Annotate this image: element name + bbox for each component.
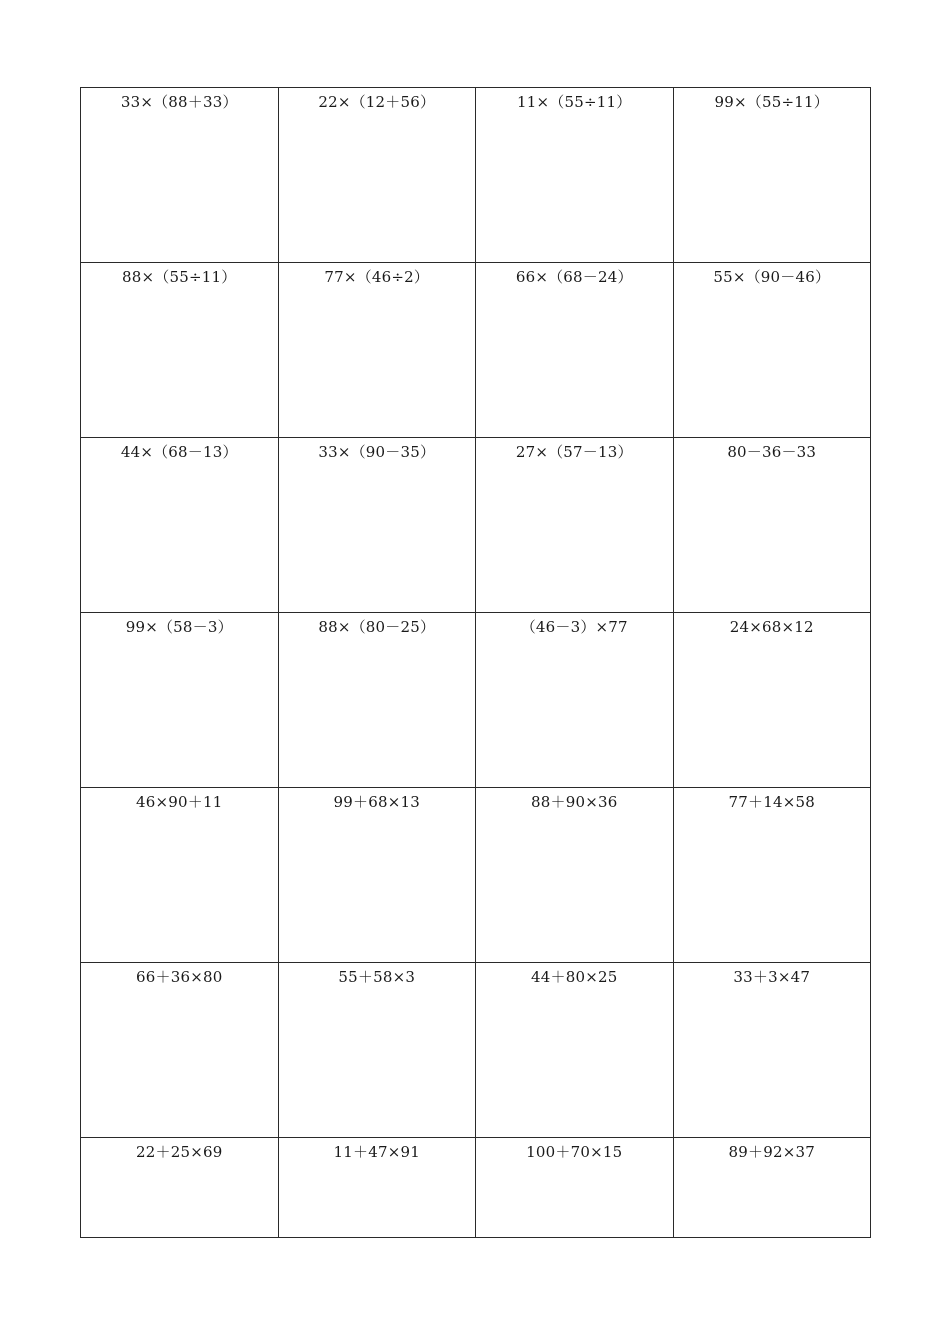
problem-cell: 27×（57－13） xyxy=(476,438,674,613)
problem-cell: 99×（55÷11） xyxy=(673,88,871,263)
problem-cell: 88＋90×36 xyxy=(476,788,674,963)
problem-cell: 88×（80－25） xyxy=(278,613,476,788)
problem-cell: 44×（68－13） xyxy=(81,438,279,613)
worksheet-row xyxy=(81,438,871,613)
problem-cell: 88×（55÷11） xyxy=(81,263,279,438)
problem-cell: 33＋3×47 xyxy=(673,963,871,1138)
problem-cell: 11＋47×91 xyxy=(278,1138,476,1238)
worksheet-body xyxy=(81,88,871,1238)
problem-cell: 89＋92×37 xyxy=(673,1138,871,1238)
problem-cell: （46－3）×77 xyxy=(476,613,674,788)
problem-cell: 66＋36×80 xyxy=(81,963,279,1138)
problem-cell: 24×68×12 xyxy=(673,613,871,788)
worksheet-row xyxy=(81,88,871,263)
problem-cell: 33×（90－35） xyxy=(278,438,476,613)
worksheet-row xyxy=(81,613,871,788)
problem-cell: 55＋58×3 xyxy=(278,963,476,1138)
problem-cell: 33×（88＋33） xyxy=(81,88,279,263)
problem-cell: 55×（90－46） xyxy=(673,263,871,438)
problem-cell: 100＋70×15 xyxy=(476,1138,674,1238)
worksheet-row xyxy=(81,963,871,1138)
problem-cell: 22＋25×69 xyxy=(81,1138,279,1238)
problem-cell: 66×（68－24） xyxy=(476,263,674,438)
problem-cell: 77＋14×58 xyxy=(673,788,871,963)
problem-cell: 46×90＋11 xyxy=(81,788,279,963)
problem-cell: 11×（55÷11） xyxy=(476,88,674,263)
problem-cell: 44＋80×25 xyxy=(476,963,674,1138)
worksheet-row xyxy=(81,1138,871,1238)
worksheet-row xyxy=(81,263,871,438)
worksheet-row xyxy=(81,788,871,963)
problem-cell: 77×（46÷2） xyxy=(278,263,476,438)
problem-cell: 80－36－33 xyxy=(673,438,871,613)
problem-cell: 99＋68×13 xyxy=(278,788,476,963)
calculation-worksheet-table xyxy=(80,87,871,1238)
problem-cell: 99×（58－3） xyxy=(81,613,279,788)
problem-cell: 22×（12＋56） xyxy=(278,88,476,263)
